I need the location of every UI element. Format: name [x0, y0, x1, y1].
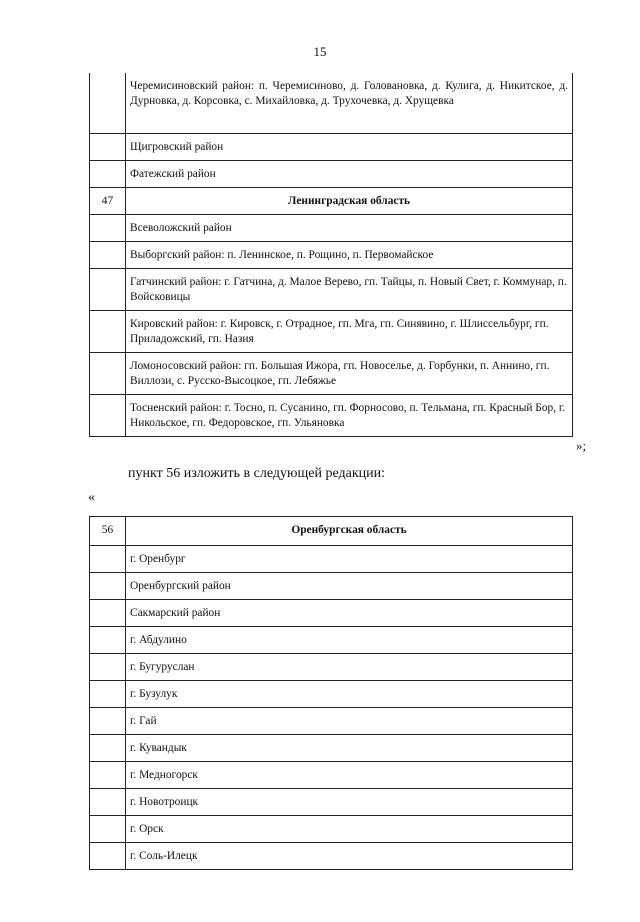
table-row — [90, 310, 573, 352]
closing-quote: »; — [576, 438, 587, 453]
table-row — [90, 73, 573, 133]
row-number — [90, 268, 126, 310]
table-row — [90, 214, 573, 241]
row-number — [90, 627, 126, 654]
region-heading: Оренбургская область — [126, 517, 573, 546]
table-row — [90, 160, 573, 187]
row-number — [90, 546, 126, 573]
row-text: г. Новотроицк — [126, 789, 573, 816]
row-number — [90, 573, 126, 600]
row-number — [90, 160, 126, 187]
table-row — [90, 517, 573, 546]
row-text: Щигровский район — [126, 133, 573, 160]
row-text: г. Соль-Илецк — [126, 843, 573, 870]
row-text: г. Орск — [126, 816, 573, 843]
row-number — [90, 735, 126, 762]
row-number — [90, 708, 126, 735]
table-row — [90, 241, 573, 268]
table-row — [90, 546, 573, 573]
row-text: Тосненский район: г. Тосно, п. Сусанино, гп. Форносово, п. Тельмана, гп. Красный Бор, г. Никольское, гп. Федоровское, гп. Ульяновка — [126, 394, 573, 436]
table-row — [90, 735, 573, 762]
table-row — [90, 600, 573, 627]
table-row — [90, 573, 573, 600]
row-text: Оренбургский район — [126, 573, 573, 600]
table-row — [90, 627, 573, 654]
row-number — [90, 654, 126, 681]
row-number: 47 — [90, 187, 126, 214]
instruction-paragraph: пункт 56 изложить в следующей редакции: — [128, 466, 385, 481]
page-number: 15 — [313, 44, 327, 59]
row-number — [90, 681, 126, 708]
table-row — [90, 816, 573, 843]
row-number — [90, 816, 126, 843]
table-row — [90, 681, 573, 708]
row-number: 56 — [90, 517, 126, 546]
row-text: Фатежский район — [126, 160, 573, 187]
row-text: г. Бузулук — [126, 681, 573, 708]
row-text: Сакмарский район — [126, 600, 573, 627]
row-number — [90, 214, 126, 241]
row-number — [90, 73, 126, 133]
row-text: г. Кувандык — [126, 735, 573, 762]
row-text: г. Абдулино — [126, 627, 573, 654]
settlements-table-continued — [89, 73, 573, 437]
row-number — [90, 394, 126, 436]
region-heading: Ленинградская область — [126, 187, 573, 214]
row-text: Черемисиновский район: п. Черемисиново, д. Голованoвка, д. Кулига, д. Никитское, д. Дурновка, д. Корсовка, с. Михайловка, д. Трухочевка, д. Хрущевка — [126, 73, 573, 133]
row-text: г. Оренбург — [126, 546, 573, 573]
row-text: г. Медногорск — [126, 762, 573, 789]
row-text: Гатчинский район: г. Гатчина, д. Малое Верево, гп. Тайцы, п. Новый Свет, г. Коммунар, п. Войсковицы — [126, 268, 573, 310]
row-text: Кировский район: г. Кировск, г. Отрадное, гп. Мга, гп. Синявино, г. Шлиссельбург, гп. Приладожский, гп. Назия — [126, 310, 573, 352]
opening-quote: « — [88, 490, 95, 505]
table-row — [90, 843, 573, 870]
row-number — [90, 789, 126, 816]
row-number — [90, 762, 126, 789]
row-text: Всеволожский район — [126, 214, 573, 241]
table-row — [90, 352, 573, 394]
row-text: Ломоносовский район: гп. Большая Ижора, гп. Новоселье, д. Горбунки, п. Аннино, гп. Виллози, с. Русско-Высоцкое, гп. Лебяжье — [126, 352, 573, 394]
row-number — [90, 133, 126, 160]
row-text: г. Гай — [126, 708, 573, 735]
table-row — [90, 708, 573, 735]
table-row — [90, 789, 573, 816]
row-text: г. Бугуруслан — [126, 654, 573, 681]
row-number — [90, 310, 126, 352]
table-row — [90, 268, 573, 310]
row-number — [90, 241, 126, 268]
row-text: Выборгский район: п. Ленинское, п. Рощино, п. Первомайское — [126, 241, 573, 268]
row-number — [90, 600, 126, 627]
row-number — [90, 843, 126, 870]
table-row — [90, 187, 573, 214]
table-row — [90, 762, 573, 789]
table-row — [90, 654, 573, 681]
table-row — [90, 394, 573, 436]
orenburg-table — [89, 516, 573, 870]
row-number — [90, 352, 126, 394]
table-row — [90, 133, 573, 160]
